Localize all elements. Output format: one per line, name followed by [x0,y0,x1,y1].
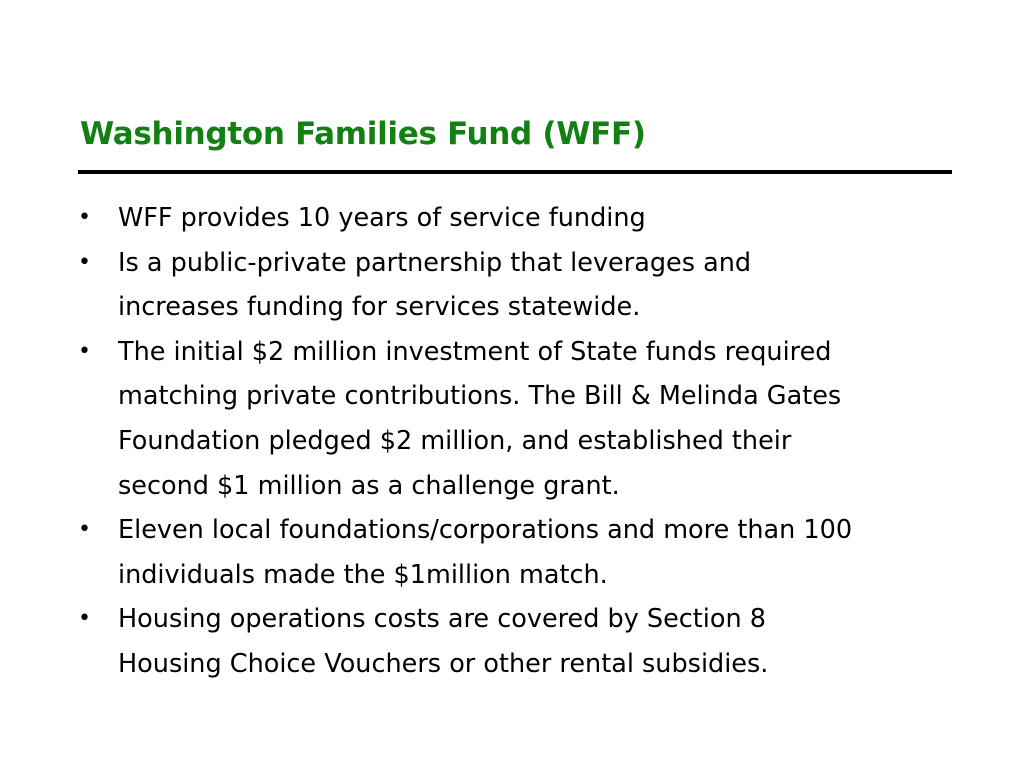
bullet-text-line: Housing operations costs are covered by Section 8 [118,604,766,635]
bullet-icon: • [78,249,91,275]
bullet-text-line: Housing Choice Vouchers or other rental subsidies. [118,648,769,679]
bullet-item [78,196,978,241]
bullet-icon: • [78,606,91,632]
bullet-text-line: WFF provides 10 years of service funding [118,203,646,233]
bullet-icon: • [78,338,91,364]
bullet-text-line: increases funding for services statewide. [118,292,641,323]
bullet-text-line: individuals made the $1million match. [118,559,608,590]
bullet-text-line: matching private contributions. The Bill & Melinda Gates [118,381,842,412]
bullet-text-line: Is a public-private partnership that leverages and [118,247,752,278]
bullet-text-line: second $1 million as a challenge grant. [118,470,620,501]
bullet-item [78,508,978,597]
bullet-item [78,241,978,330]
bullet-icon: • [78,205,91,230]
bullet-item [78,597,978,686]
bullet-text-line: Eleven local foundations/corporations and more than 100 [118,515,853,546]
bullet-icon: • [78,517,91,543]
bullet-text-line: Foundation pledged $2 million, and established their [118,425,792,456]
bullet-item [78,330,978,508]
slide-title: Washington Families Fund (WFF) [80,116,646,152]
bullet-text-line: The initial $2 million investment of State funds required [118,336,832,367]
bullet-list [78,196,978,687]
title-divider [78,170,952,174]
